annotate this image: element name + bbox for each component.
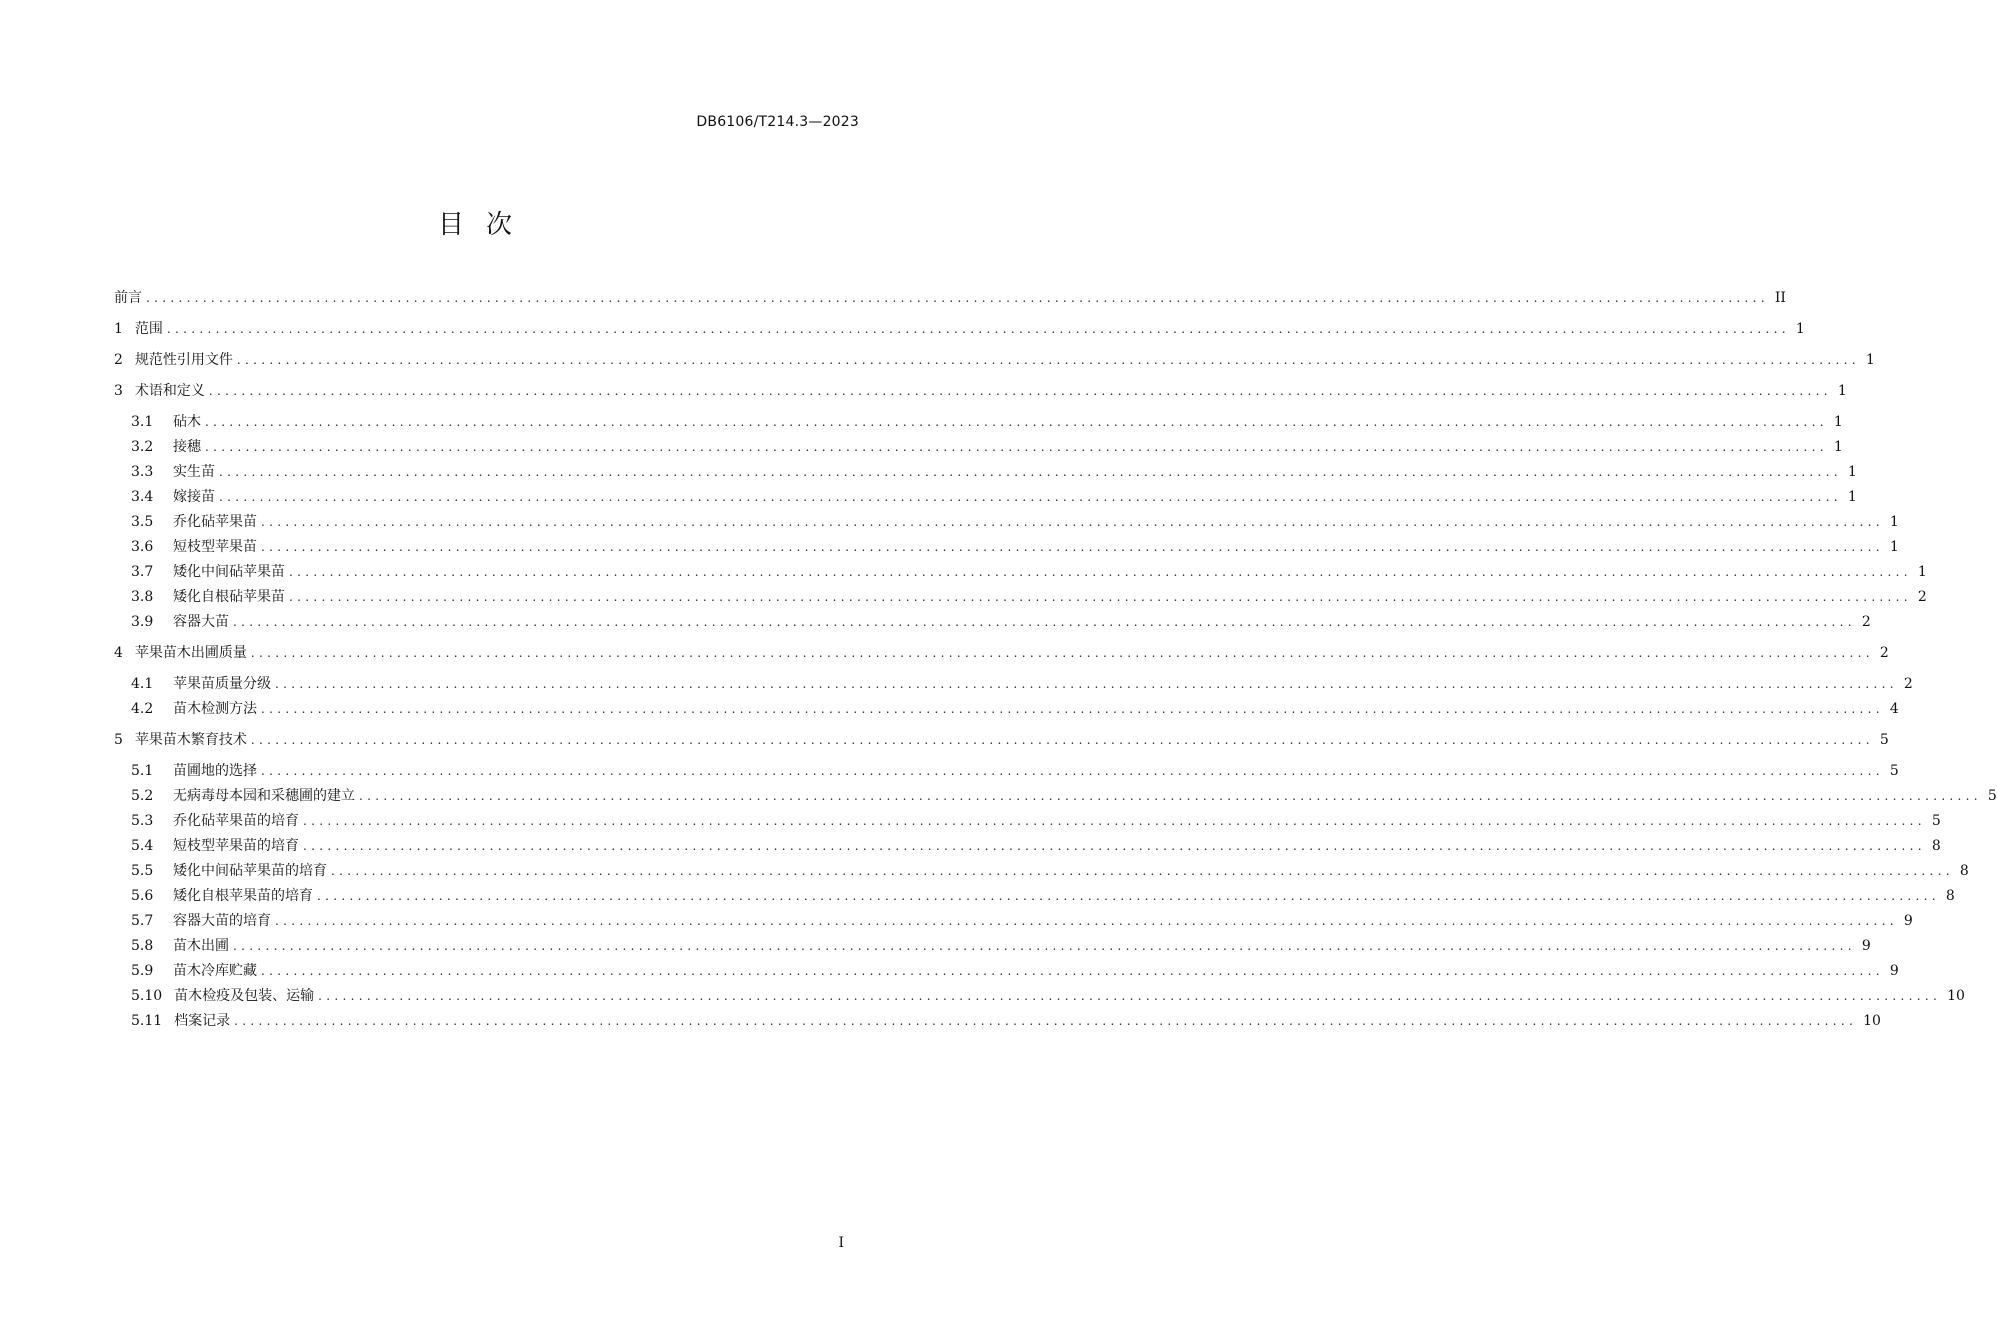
toc-leader-dots: ........................................................................................................................................................................................................ [208, 384, 1832, 398]
toc-entry-page: 2 [1879, 645, 1889, 661]
toc-entry-number: 4.2 [131, 701, 154, 717]
toc-entry-number: 5.10 [131, 988, 163, 1004]
toc-entry-page: 2 [1903, 676, 1913, 692]
toc-entry-number: 5.1 [131, 763, 154, 779]
toc-entry-page: 8 [1945, 888, 1955, 904]
toc-entry[interactable] [114, 884, 1955, 908]
toc-entry-number: 4.1 [131, 676, 154, 692]
toc-entry[interactable] [114, 410, 1843, 434]
toc-entry-title: 短枝型苹果苗 [173, 539, 257, 555]
toc-entry-title: 实生苗 [173, 464, 215, 480]
toc-entry-number: 3.3 [131, 464, 154, 480]
toc-entry-number: 4 [114, 645, 123, 661]
toc-entry[interactable] [114, 641, 1889, 665]
toc-entry[interactable] [114, 809, 1941, 833]
toc-entry-title: 术语和定义 [134, 383, 205, 399]
toc-entry-title: 范围 [134, 321, 163, 337]
toc-entry-title: 前言 [114, 290, 142, 306]
toc-entry-title: 苗圃地的选择 [173, 763, 257, 779]
toc-leader-dots: ........................................................................................................................................................................................................ [261, 764, 1884, 778]
toc-entry[interactable] [114, 585, 1927, 609]
toc-entry-number: 5.4 [131, 838, 154, 854]
toc-leader-dots: ........................................................................................................................................................................................................ [146, 291, 1769, 305]
toc-entry[interactable] [114, 510, 1899, 534]
page-number: I [838, 1235, 844, 1251]
toc-entry-number: 3.5 [131, 514, 154, 530]
toc-entry[interactable] [114, 909, 1913, 933]
toc-entry-title: 嫁接苗 [173, 489, 215, 505]
toc-leader-dots: ........................................................................................................................................................................................................ [236, 353, 1860, 367]
toc-entry-title: 矮化中间砧苹果苗 [173, 564, 285, 580]
toc-entry-title: 短枝型苹果苗的培育 [173, 838, 299, 854]
toc-leader-dots: ........................................................................................................................................................................................................ [359, 789, 1982, 803]
toc-entry-number: 5.7 [131, 913, 154, 929]
toc-leader-dots: ........................................................................................................................................................................................................ [219, 490, 1842, 504]
toc-entry-number: 5.6 [131, 888, 154, 904]
toc-entry-page: 1 [1889, 539, 1899, 555]
toc-entry-title: 苗木检疫及包装、运输 [174, 988, 315, 1004]
toc-entry[interactable] [114, 460, 1857, 484]
toc-entry-number: 3.2 [131, 439, 154, 455]
toc-leader-dots: ........................................................................................................................................................................................................ [233, 939, 1856, 953]
toc-entry-page: 10 [1863, 1013, 1881, 1029]
toc-entry[interactable] [114, 859, 1969, 883]
toc-entry-page: 9 [1889, 963, 1899, 979]
toc-leader-dots: ........................................................................................................................................................................................................ [318, 989, 1942, 1003]
toc-leader-dots: ........................................................................................................................................................................................................ [289, 565, 1912, 579]
toc-entry-page: 8 [1959, 863, 1969, 879]
toc-entry[interactable] [114, 672, 1913, 696]
toc-leader-dots: ........................................................................................................................................................................................................ [289, 590, 1912, 604]
toc-entry-number: 5.2 [131, 788, 154, 804]
toc-entry[interactable] [114, 348, 1875, 372]
toc-entry-title: 容器大苗 [173, 614, 229, 630]
toc-leader-dots: ........................................................................................................................................................................................................ [261, 964, 1884, 978]
toc-leader-dots: ........................................................................................................................................................................................................ [303, 814, 1926, 828]
toc-entry-page: 5 [1879, 732, 1889, 748]
toc-entry[interactable] [114, 728, 1889, 752]
toc-entry-title: 苹果苗木繁育技术 [134, 732, 247, 748]
toc-entry[interactable] [114, 435, 1843, 459]
toc-entry[interactable] [114, 784, 1997, 808]
toc-leader-dots: ........................................................................................................................................................................................................ [261, 702, 1884, 716]
toc-entry-page: 1 [1847, 489, 1857, 505]
toc-entry-page: 4 [1889, 701, 1899, 717]
toc-entry[interactable] [114, 934, 1871, 958]
toc-entry-title: 苹果苗质量分级 [173, 676, 271, 692]
toc-entry-page: 1 [1889, 514, 1899, 530]
toc-entry-page: 8 [1931, 838, 1941, 854]
toc-entry-title: 苹果苗木出圃质量 [134, 645, 247, 661]
toc-entry-page: 5 [1889, 763, 1899, 779]
toc-entry-number: 5.8 [131, 938, 154, 954]
toc-entry-page: 9 [1861, 938, 1871, 954]
page-title: 目次 [437, 210, 534, 240]
toc-leader-dots: ........................................................................................................................................................................................................ [303, 839, 1926, 853]
toc-entry-title: 接穗 [173, 439, 201, 455]
toc-entry-number: 5.11 [131, 1013, 163, 1029]
toc-entry-title: 苗木冷库贮藏 [173, 963, 257, 979]
toc-leader-dots: ........................................................................................................................................................................................................ [275, 677, 1898, 691]
toc-entry-number: 3.8 [131, 589, 154, 605]
toc-entry[interactable] [114, 560, 1927, 584]
toc-entry-number: 5 [114, 732, 123, 748]
toc-entry-page: 1 [1833, 439, 1843, 455]
toc-entry-page: 9 [1903, 913, 1913, 929]
toc-leader-dots: ........................................................................................................................................................................................................ [166, 322, 1790, 336]
toc-leader-dots: ........................................................................................................................................................................................................ [219, 465, 1842, 479]
toc-entry-title: 规范性引用文件 [134, 352, 233, 368]
toc-entry-page: 5 [1987, 788, 1997, 804]
toc-entry[interactable] [114, 286, 1786, 310]
toc-entry-number: 3.1 [131, 414, 154, 430]
toc-entry-number: 3.7 [131, 564, 154, 580]
toc-entry-number: 2 [114, 352, 123, 368]
toc-entry-title: 乔化砧苹果苗 [173, 514, 257, 530]
toc-leader-dots: ........................................................................................................................................................................................................ [317, 889, 1940, 903]
toc-entry-page: 1 [1865, 352, 1875, 368]
toc-leader-dots: ........................................................................................................................................................................................................ [275, 914, 1898, 928]
toc-entry[interactable] [114, 535, 1899, 559]
toc-entry-number: 5.3 [131, 813, 154, 829]
toc-entry-title: 苗木出圃 [173, 938, 229, 954]
toc-entry-page: 2 [1861, 614, 1871, 630]
toc-leader-dots: ........................................................................................................................................................................................................ [331, 864, 1954, 878]
toc-entry[interactable] [114, 984, 1965, 1008]
doc-code: DB6106/T214.3—2023 [696, 114, 859, 130]
toc-entry[interactable] [114, 485, 1857, 509]
toc-entry-page: 10 [1947, 988, 1965, 1004]
toc-entry-page: 1 [1837, 383, 1847, 399]
toc-leader-dots: ........................................................................................................................................................................................................ [205, 415, 1828, 429]
toc-entry[interactable] [114, 834, 1941, 858]
toc-entry-number: 3.6 [131, 539, 154, 555]
toc-entry[interactable] [114, 379, 1847, 403]
toc-entry-number: 3.4 [131, 489, 154, 505]
toc-entry-number: 5.5 [131, 863, 154, 879]
toc-entry-number: 5.9 [131, 963, 154, 979]
toc-entry-page: II [1774, 290, 1786, 306]
toc-entry-title: 档案记录 [174, 1013, 231, 1029]
toc-entry-title: 无病毒母本园和采穗圃的建立 [173, 788, 355, 804]
toc-entry-page: 1 [1833, 414, 1843, 430]
toc-leader-dots: ........................................................................................................................................................................................................ [233, 615, 1856, 629]
toc-entry-page: 2 [1917, 589, 1927, 605]
toc-leader-dots: ........................................................................................................................................................................................................ [261, 540, 1884, 554]
toc-entry[interactable] [114, 759, 1899, 783]
toc-entry-page: 1 [1917, 564, 1927, 580]
toc-entry-title: 矮化中间砧苹果苗的培育 [173, 863, 327, 879]
toc-leader-dots: ........................................................................................................................................................................................................ [234, 1014, 1858, 1028]
toc-leader-dots: ........................................................................................................................................................................................................ [205, 440, 1828, 454]
toc-entry-page: 5 [1931, 813, 1941, 829]
toc-leader-dots: ........................................................................................................................................................................................................ [261, 515, 1884, 529]
toc-entry[interactable] [114, 1009, 1881, 1033]
toc-entry-page: 1 [1847, 464, 1857, 480]
toc-leader-dots: ........................................................................................................................................................................................................ [250, 646, 1874, 660]
toc-leader-dots: ........................................................................................................................................................................................................ [250, 733, 1874, 747]
toc-entry[interactable] [114, 317, 1805, 341]
toc-entry[interactable] [114, 610, 1871, 634]
toc-entry-title: 砧木 [173, 414, 201, 430]
toc-entry-number: 3.9 [131, 614, 154, 630]
toc-entry-title: 苗木检测方法 [173, 701, 257, 717]
toc-entry-title: 矮化自根苹果苗的培育 [173, 888, 313, 904]
toc-entry-number: 3 [114, 383, 123, 399]
toc-entry-number: 1 [114, 321, 123, 337]
toc-entry-title: 矮化自根砧苹果苗 [173, 589, 285, 605]
toc-entry[interactable] [114, 697, 1899, 721]
toc-entry-title: 容器大苗的培育 [173, 913, 271, 929]
toc-entry[interactable] [114, 959, 1899, 983]
toc-entry-page: 1 [1795, 321, 1805, 337]
toc-entry-title: 乔化砧苹果苗的培育 [173, 813, 299, 829]
